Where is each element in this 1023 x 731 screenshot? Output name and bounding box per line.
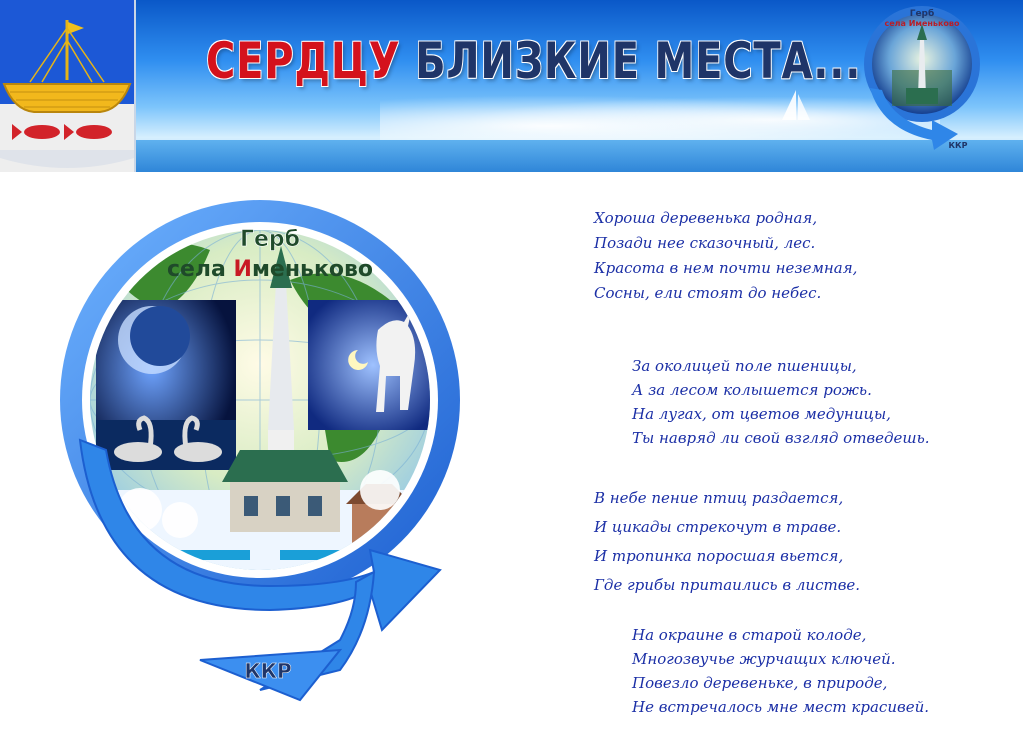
poem-line: Хороша деревенька родная, [594,209,818,227]
poem-line: За околицей поле пшеницы, [632,357,857,375]
poem-line: Где грибы притаились в листве. [594,576,861,594]
emblem-mark: ККР [244,659,292,683]
poem-stanza-4 [632,623,929,719]
poem-line: Ты навряд ли свой взгляд отведешь. [632,429,930,447]
poem-line: Красота в нем почти неземная, [594,259,858,277]
poem-stanza-2 [632,354,930,450]
small-emblem-icon [862,0,982,165]
svg-text:ККР: ККР [948,141,968,150]
poem-stanza-3 [594,484,860,600]
poem-line: Сосны, ели стоят до небес. [594,284,822,302]
emblem-line1: Герб [239,227,301,252]
svg-text:Герб: Герб [909,9,935,19]
poem-line: А за лесом колышется рожь. [632,381,872,399]
emblem-line2: села Именьково [166,257,374,282]
poem-line: На лугах, от цветов медуницы, [632,405,891,423]
svg-text:села Именьково: села Именьково [884,19,960,28]
title-word-red: СЕРДЦУ [206,32,401,90]
poem-line: На окраине в старой колоде, [632,626,867,644]
poem-line: И тропинка поросшая вьется, [594,547,844,565]
title-word-navy: БЛИЗКИЕ МЕСТА... [415,32,862,90]
header-banner [0,0,1023,172]
coat-of-arms [0,0,136,172]
poem-line: В небе пение птиц раздается, [594,489,844,507]
poem-line: Многозвучье журчащих ключей. [632,650,896,668]
page-title [206,26,861,96]
poem-line: И цикады стрекочут в траве. [594,518,842,536]
village-emblem [40,190,510,710]
poem-stanza-1 [594,206,857,306]
poem-line: Повезло деревеньке, в природе, [632,674,888,692]
poem-line: Позади нее сказочный, лес. [594,234,816,252]
boat-fish-emblem-icon [0,0,134,172]
poem-line: Не встречалось мне мест красивей. [632,698,930,716]
